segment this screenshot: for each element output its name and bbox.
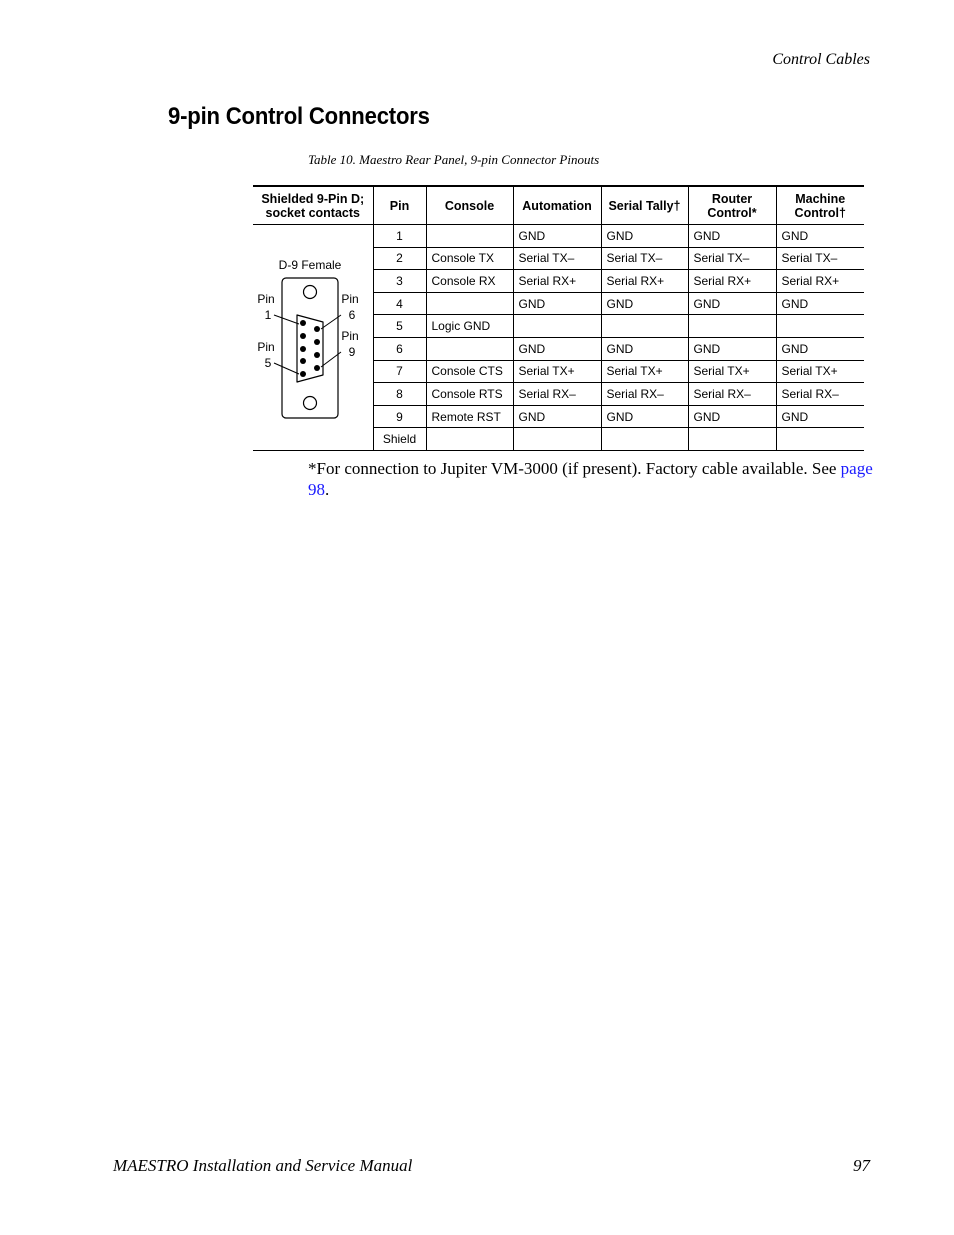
cell-router-control [688,315,776,338]
cell-router-control: Serial TX– [688,247,776,270]
cell-router-control: GND [688,292,776,315]
cell-pin: 3 [373,270,426,293]
cell-automation: GND [513,292,601,315]
footer-page-number: 97 [853,1156,870,1175]
header-machine-control: Machine Control† [776,186,864,225]
cell-console: Console RX [426,270,513,293]
cell-machine-control: Serial TX+ [776,360,864,383]
cell-serial-tally: GND [601,337,688,360]
cell-pin: 2 [373,247,426,270]
cell-console: Logic GND [426,315,513,338]
cell-serial-tally [601,315,688,338]
cell-machine-control: GND [776,292,864,315]
cell-router-control: GND [688,337,776,360]
cell-serial-tally: Serial TX+ [601,360,688,383]
cell-router-control: GND [688,405,776,428]
connector-diagram-cell [253,225,373,451]
cell-machine-control [776,315,864,338]
cell-machine-control: Serial TX– [776,247,864,270]
cell-automation: Serial RX+ [513,270,601,293]
cell-pin: 4 [373,292,426,315]
pin1-leader [274,315,299,324]
mounting-hole-top [304,286,317,299]
cell-pin: 7 [373,360,426,383]
cell-console: Console CTS [426,360,513,383]
table-row [253,225,864,248]
cell-machine-control: GND [776,405,864,428]
cell-automation [513,315,601,338]
pin6-number: 6 [348,308,356,322]
header-automation: Automation [513,186,601,225]
cell-automation: GND [513,225,601,248]
cell-console [426,428,513,451]
cell-automation: Serial RX– [513,383,601,406]
cell-machine-control: Serial RX– [776,383,864,406]
cell-pin: 5 [373,315,426,338]
cell-router-control: Serial TX+ [688,360,776,383]
pin9-label: Pin [341,329,359,343]
table-caption: Table 10. Maestro Rear Panel, 9-pin Connector Pinouts [308,152,600,167]
cell-router-control: GND [688,225,776,248]
cell-pin: 1 [373,225,426,248]
cell-automation [513,428,601,451]
section-title: 9-pin Control Connectors [168,103,430,130]
running-head: Control Cables [772,51,870,68]
mounting-hole-bottom [304,397,317,410]
pin5-leader [274,363,299,374]
cell-pin: 6 [373,337,426,360]
cell-automation: GND [513,405,601,428]
diagram-title: D-9 Female [278,258,342,272]
cell-router-control: Serial RX– [688,383,776,406]
header-shielded: Shielded 9-Pin D; socket contacts [253,186,373,225]
pin9-number: 9 [348,345,356,359]
cell-serial-tally: Serial TX– [601,247,688,270]
cell-automation: Serial TX+ [513,360,601,383]
cell-router-control: Serial RX+ [688,270,776,293]
pin5-number: 5 [264,356,272,370]
cell-automation: GND [513,337,601,360]
d9-connector-diagram [253,225,372,449]
cell-pin: 9 [373,405,426,428]
cell-serial-tally [601,428,688,451]
header-router-control: Router Control* [688,186,776,225]
cell-serial-tally: Serial RX+ [601,270,688,293]
cell-machine-control: GND [776,225,864,248]
footnote: *For connection to Jupiter VM-3000 (if present). Factory cable available. See page 98. [308,459,873,499]
cell-console [426,337,513,360]
pin6-label: Pin [341,292,359,306]
header-pin: Pin [373,186,426,225]
cell-console: Remote RST [426,405,513,428]
pinout-table [253,185,864,451]
header-serial-tally: Serial Tally† [601,186,688,225]
cell-machine-control: Serial RX+ [776,270,864,293]
header-console: Console [426,186,513,225]
cell-console: Console RTS [426,383,513,406]
cell-pin: 8 [373,383,426,406]
pin1-number: 1 [264,308,272,322]
cell-serial-tally: Serial RX– [601,383,688,406]
cell-serial-tally: GND [601,405,688,428]
cell-router-control [688,428,776,451]
cell-pin: Shield [373,428,426,451]
page-link[interactable]: page 98 [308,459,873,499]
cell-console: Console TX [426,247,513,270]
cell-automation: Serial TX– [513,247,601,270]
table-header-row [253,186,864,225]
cell-serial-tally: GND [601,225,688,248]
cell-machine-control: GND [776,337,864,360]
cell-serial-tally: GND [601,292,688,315]
pin1-label: Pin [257,292,275,306]
pin5-label: Pin [257,340,275,354]
cell-console [426,225,513,248]
cell-console [426,292,513,315]
cell-machine-control [776,428,864,451]
contact-pins [300,320,320,377]
footer-manual-title: MAESTRO Installation and Service Manual [113,1156,413,1175]
